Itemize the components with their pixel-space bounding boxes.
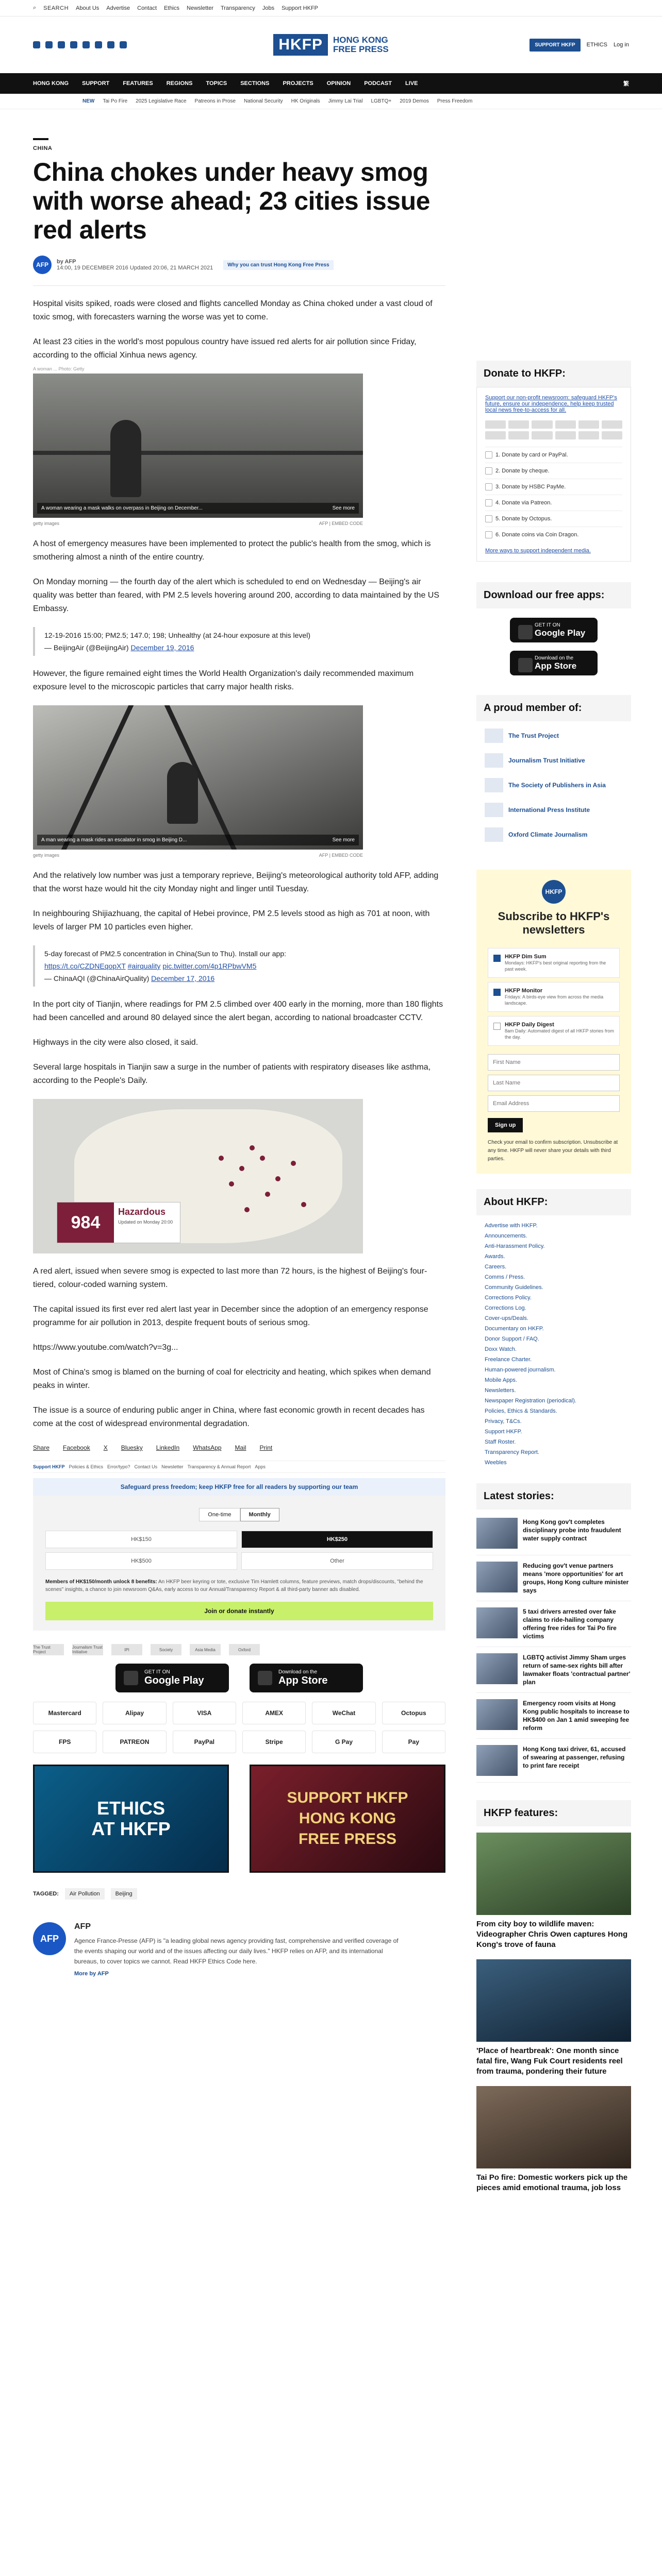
feature-image <box>476 1833 631 1915</box>
partner-logo[interactable]: The Trust Project <box>33 1644 64 1655</box>
about-link[interactable]: Staff Roster. <box>485 1439 516 1445</box>
amount-option-other[interactable]: Other <box>241 1552 433 1570</box>
trending-link[interactable]: Jimmy Lai Trial <box>328 98 363 104</box>
tweet-text: 12-19-2016 15:00; PM2.5; 147.0; 198; Unhealthy (at 24-hour exposure at this level) <box>44 631 310 639</box>
sidebar-heading: Donate to HKFP: <box>476 361 631 387</box>
trending-link[interactable]: Tai Po Fire <box>103 98 128 104</box>
newsletter-heading: Subscribe to HKFP's newsletters <box>498 910 610 936</box>
author-box <box>33 1922 445 1977</box>
payment-logo[interactable]: PayPal <box>173 1731 236 1753</box>
getty-logo: getty images <box>33 521 60 526</box>
facebook-icon[interactable] <box>33 41 40 48</box>
latest-story[interactable]: Hong Kong gov't completes disciplinary probe into fraudulent water supply contract <box>476 1512 631 1555</box>
sidebar-heading: Latest stories: <box>476 1483 631 1510</box>
author-box-name[interactable]: AFP <box>74 1922 91 1931</box>
donate-method[interactable]: 1. Donate by card or PayPal. <box>485 447 622 463</box>
tweet-pic-link[interactable]: pic.twitter.com/4p1RPbwVM5 <box>162 962 257 970</box>
aqi-readout <box>57 1202 180 1243</box>
trending-link[interactable]: 2025 Legislative Race <box>136 98 187 104</box>
tweet-author: — BeijingAir (@BeijingAir) <box>44 643 129 652</box>
kicker-bar <box>33 138 48 140</box>
byline <box>33 256 445 274</box>
about-link[interactable]: Advertise with HKFP. <box>485 1223 538 1229</box>
member-logo[interactable]: Journalism Trust Initiative <box>485 753 623 768</box>
donate-method[interactable]: 3. Donate by HSBC PayMe. <box>485 479 622 495</box>
partner-logo[interactable]: Journalism Trust Initiative <box>72 1645 103 1654</box>
promo-banners <box>33 1765 445 1873</box>
latest-story[interactable]: LGBTQ activist Jimmy Sham urges return of same-sex rights bill after lawmaker floats 'contractual partner' plan <box>476 1647 631 1693</box>
about-link[interactable]: Transparency Report. <box>485 1449 539 1455</box>
embedded-tweet <box>33 945 445 987</box>
payment-logo[interactable]: PATREON <box>103 1731 166 1753</box>
feature-image <box>476 1959 631 2042</box>
legal-link[interactable]: Policies & Ethics <box>69 1464 104 1469</box>
card-logos <box>485 420 622 439</box>
sidebar-heading: About HKFP: <box>476 1189 631 1215</box>
membership-note: Members of HK$150/month unlock 8 benefits: An HKFP beer keyring or tote, exclusive Tim Hamlett columns, feature previews, match drops/discounts, "behind the scenes" insights, a chance to join newsroom Q&As, early access to our Annual/Transparency Report & all third-party banner ads disabled. <box>45 1579 423 1592</box>
paragraph: Hospital visits spiked, roads were closed and flights cancelled Monday as China choked under a vast cloud of toxic smog, with forecasters warning the worse was yet to come. <box>33 299 433 321</box>
tag[interactable]: Beijing <box>111 1888 137 1900</box>
aqi-label: Hazardous <box>118 1207 166 1217</box>
join-donate-button[interactable]: Join or donate instantly <box>45 1602 433 1620</box>
story-thumbnail <box>476 1745 518 1776</box>
share-linkedin[interactable]: LinkedIn <box>156 1444 180 1451</box>
search-icon[interactable]: ⌕ <box>33 5 37 11</box>
paragraph: Several large hospitals in Tianjin saw a surge in the number of patients with respiratory diseases like asthma, according to the People's Daily. <box>33 1063 431 1085</box>
trending-link[interactable]: National Security <box>244 98 283 104</box>
about-link[interactable]: Newsletters. <box>485 1387 516 1394</box>
latest-story[interactable]: Hong Kong taxi driver, 61, accused of swearing at passenger, refusing to print fare receipt <box>476 1739 631 1783</box>
topbar-link[interactable]: Ethics <box>164 5 180 11</box>
rss-icon[interactable] <box>120 41 127 48</box>
nav-item[interactable]: PODCAST <box>364 80 392 87</box>
about-link[interactable]: Mobile Apps. <box>485 1377 517 1383</box>
about-link[interactable]: Anti-Harassment Policy. <box>485 1243 545 1249</box>
signup-button[interactable]: Sign up <box>488 1118 523 1132</box>
language-toggle[interactable]: 繁 <box>623 81 629 87</box>
about-link[interactable]: Awards. <box>485 1253 505 1260</box>
share-facebook[interactable]: Facebook <box>63 1444 90 1451</box>
tags <box>33 1888 445 1900</box>
payment-methods <box>33 1702 445 1753</box>
threads-icon[interactable] <box>70 41 77 48</box>
paragraph: At least 23 cities in the world's most populous country have issued red alerts for air pollution since Friday, according to the official Xinhua news agency. <box>33 337 417 360</box>
trending-link[interactable]: Press Freedom <box>437 98 473 104</box>
partner-logo[interactable]: Asia Media <box>190 1644 221 1655</box>
google-play-badge[interactable]: GET IT ON Google Play <box>115 1664 229 1692</box>
tweet-author: — ChinaAQI (@ChinaAirQuality) <box>44 974 150 982</box>
payment-logo[interactable]: Octopus <box>382 1702 445 1724</box>
paragraph: On Monday morning — the fourth day of the alert which is scheduled to end on Wednesday — Beijing's air quality was better than feared, with PM 2.5 levels hovering around 200, according to data maintained by the US Embassy. <box>33 578 440 613</box>
share-bar <box>33 1444 445 1451</box>
author-name[interactable]: by AFP <box>57 259 76 265</box>
about-link[interactable]: Doxx Watch. <box>485 1346 517 1352</box>
login-link[interactable]: Log in <box>614 42 629 48</box>
nav-item[interactable]: OPINION <box>326 80 351 87</box>
topbar-link[interactable]: Transparency <box>220 5 255 11</box>
photo-caption: A man wearing a mask rides an escalator in smog in Beijing D... See more <box>37 835 359 845</box>
social-icons <box>33 41 219 48</box>
trust-link[interactable]: Why you can trust Hong Kong Free Press <box>223 260 333 270</box>
new-badge: NEW <box>82 98 95 104</box>
email-input[interactable] <box>488 1095 620 1112</box>
last-name-input[interactable] <box>488 1075 620 1091</box>
instagram-icon[interactable] <box>58 41 65 48</box>
trending-link[interactable]: 2019 Demos <box>400 98 429 104</box>
amount-option[interactable]: HK$150 <box>45 1531 237 1548</box>
photo-figure <box>110 420 141 497</box>
payment-logo[interactable]: FPS <box>33 1731 96 1753</box>
x-icon[interactable] <box>45 41 53 48</box>
sidebar-heading: Download our free apps: <box>476 582 631 608</box>
ethics-link[interactable]: ETHICS <box>586 42 608 48</box>
payment-logo[interactable]: WeChat <box>312 1702 375 1724</box>
top-utility-bar <box>0 0 662 16</box>
story-thumbnail <box>476 1562 518 1592</box>
bluesky-icon[interactable] <box>107 41 114 48</box>
about-link[interactable]: Privacy, T&Cs. <box>485 1418 522 1425</box>
photo-caption: A woman wearing a mask walks on overpass in Beijing on December... See more <box>37 503 359 514</box>
feature-image <box>476 2086 631 2168</box>
partner-logo[interactable]: Oxford <box>229 1644 260 1655</box>
member-logo[interactable]: The Society of Publishers in Asia <box>485 778 623 792</box>
nav-item[interactable]: SECTIONS <box>240 80 270 87</box>
topbar-link[interactable]: Newsletter <box>187 5 213 11</box>
topbar-link[interactable]: About Us <box>76 5 100 11</box>
topbar-link[interactable]: Support HKFP <box>282 5 318 11</box>
about-link[interactable]: Announcements. <box>485 1233 527 1239</box>
nav-item[interactable]: SUPPORT <box>82 80 110 87</box>
author-avatar[interactable]: AFP <box>33 256 52 274</box>
story-thumbnail <box>476 1699 518 1730</box>
feature-story[interactable]: 'Place of heartbreak': One month since fatal fire, Wang Fuk Court residents reel from trauma, pondering their future <box>476 1959 631 2077</box>
about-link[interactable]: Corrections Policy. <box>485 1295 532 1301</box>
about-link[interactable]: Documentary on HKFP. <box>485 1326 544 1332</box>
photo-credit: A woman ... Photo: Getty <box>33 366 85 371</box>
share-whatsapp[interactable]: WhatsApp <box>193 1444 222 1451</box>
topbar-link[interactable]: Advertise <box>106 5 130 11</box>
about-link[interactable]: Careers. <box>485 1264 507 1270</box>
sidebar-heading: HKFP features: <box>476 1800 631 1826</box>
paragraph: The capital issued its first ever red alert last year in December since the adoption of an emergency response programme for air pollution in 2013, despite frequent bouts of serious smog. <box>33 1305 428 1327</box>
youtube-icon[interactable] <box>82 41 90 48</box>
about-links <box>476 1215 631 1473</box>
share-bluesky[interactable]: Bluesky <box>121 1444 143 1451</box>
google-play-badge[interactable]: GET IT ON Google Play <box>510 618 598 642</box>
latest-story[interactable]: Reducing gov't venue partners means 'more opportunities' for art groups, Hong Kong culture minister says <box>476 1555 631 1601</box>
tab-monthly[interactable]: Monthly <box>240 1508 279 1521</box>
article <box>33 129 445 1977</box>
article-category[interactable]: CHINA <box>33 145 53 151</box>
about-link[interactable]: Cover-ups/Deals. <box>485 1315 528 1321</box>
article-title: China chokes under heavy smog with worse ahead; 23 cities issue red alerts <box>33 158 430 244</box>
story-thumbnail <box>476 1653 518 1684</box>
aqi-value: 984 <box>57 1202 114 1243</box>
about-link[interactable]: Donor Support / FAQ. <box>485 1336 539 1342</box>
embed-credit[interactable]: AFP | EMBED CODE <box>319 853 363 858</box>
trending-link[interactable]: Patreons in Prose <box>194 98 236 104</box>
about-link[interactable]: Support HKFP. <box>485 1429 522 1435</box>
newsletter-option[interactable]: HKFP Dim Sum Mondays: HKFP's best original reporting from the past week. <box>488 948 620 978</box>
trending-link[interactable]: HK Originals <box>291 98 320 104</box>
payment-logo[interactable]: VISA <box>173 1702 236 1724</box>
partner-logo[interactable]: Society <box>151 1644 181 1655</box>
embedded-photo[interactable] <box>33 366 363 526</box>
feature-story[interactable]: From city boy to wildlife maven: Videographer Chris Owen captures Hong Kong's trove of fauna <box>476 1833 631 1950</box>
donate-panel <box>476 387 631 562</box>
nav-item[interactable]: LIVE <box>405 80 418 87</box>
donate-method[interactable]: 6. Donate coins via Coin Dragon. <box>485 527 622 543</box>
legal-link[interactable]: Newsletter <box>161 1464 184 1469</box>
nav-item[interactable]: TOPICS <box>206 80 227 87</box>
about-link[interactable]: Freelance Charter. <box>485 1357 532 1363</box>
feature-story[interactable]: Tai Po fire: Domestic workers pick up the pieces amid emotional trauma, job loss <box>476 2086 631 2193</box>
author-avatar-large[interactable]: AFP <box>33 1922 66 1955</box>
about-link[interactable]: Community Guidelines. <box>485 1284 543 1291</box>
about-link[interactable]: Policies, Ethics & Standards. <box>485 1408 557 1414</box>
newsletter-logo: HKFP <box>542 880 566 904</box>
app-store-badges <box>33 1664 445 1692</box>
donate-method[interactable]: 5. Donate by Octopus. <box>485 511 622 527</box>
legal-link[interactable]: Error/typo? <box>107 1464 130 1469</box>
legal-link[interactable]: Contact Us <box>134 1464 158 1469</box>
sidebar-heading: A proud member of: <box>476 695 631 721</box>
about-link[interactable]: Human-powered journalism. <box>485 1367 556 1373</box>
tweet-link[interactable]: https://t.co/CZDNEqopXT <box>44 962 126 970</box>
partner-logos <box>33 1644 445 1655</box>
publish-dates: 14:00, 19 DECEMBER 2016 Updated 20:06, 21 MARCH 2021 <box>57 265 213 271</box>
tweet-text: 5-day forecast of PM2.5 concentration in China(Sun to Thu). Install our app: <box>44 950 286 958</box>
sidebar <box>476 361 631 2202</box>
linkedin-icon[interactable] <box>95 41 102 48</box>
nav-item[interactable]: REGIONS <box>166 80 193 87</box>
topbar-link[interactable]: Jobs <box>262 5 275 11</box>
site-logo[interactable] <box>273 34 388 56</box>
latest-story[interactable]: Emergency room visits at Hong Kong public hospitals to increase to HK$400 on Jan 1 amid sweeping fee reform <box>476 1693 631 1739</box>
about-link[interactable]: Corrections Log. <box>485 1305 526 1311</box>
video-link[interactable]: https://www.youtube.com/watch?v=3g... <box>33 1343 178 1352</box>
share-print[interactable]: Print <box>259 1444 273 1451</box>
aqi-updated: Updated on Monday 20:00 <box>118 1219 173 1225</box>
share-mail[interactable]: Mail <box>235 1444 246 1451</box>
air-quality-map[interactable] <box>33 1099 363 1253</box>
member-logo[interactable]: Oxford Climate Journalism <box>485 827 623 842</box>
first-name-input[interactable] <box>488 1054 620 1071</box>
newsletter-signup <box>476 870 631 1174</box>
amount-option[interactable]: HK$500 <box>45 1552 237 1570</box>
tweet-hashtag[interactable]: #airquality <box>127 962 161 970</box>
topbar-link[interactable]: Contact <box>137 5 157 11</box>
tweet-date-link[interactable]: December 17, 2016 <box>151 974 215 982</box>
payment-logo[interactable]: Pay <box>382 1731 445 1753</box>
trending-link[interactable]: LGBTQ+ <box>371 98 392 104</box>
embedded-photo[interactable] <box>33 705 363 858</box>
paragraph: In the port city of Tianjin, where readings for PM 2.5 climbed over 400 early in the morning, more than 180 flights had been cancelled and around 80 delayed since the alert began, according to national broadcaster CCTV. <box>33 1000 443 1022</box>
member-logo[interactable]: The Trust Project <box>485 728 623 743</box>
donate-banner[interactable]: Safeguard press freedom; keep HKFP free for all readers by supporting our team <box>33 1478 445 1496</box>
paragraph: A host of emergency measures have been implemented to protect the public's health from the smog, which is smothering almost a ninth of the entire country. <box>33 539 431 562</box>
tag[interactable]: Air Pollution <box>65 1888 105 1900</box>
paragraph: However, the figure remained eight times the World Health Organization's daily recommended maximum exposure level to the microscopic particles that carry major health risks. <box>33 669 414 691</box>
legal-links <box>33 1461 445 1473</box>
logo-text: HONG KONG FREE PRESS <box>333 35 389 54</box>
main-navigation <box>0 73 662 94</box>
amount-option-selected[interactable]: HK$250 <box>241 1531 433 1548</box>
payment-logo[interactable]: Mastercard <box>33 1702 96 1724</box>
trending-bar <box>0 94 662 109</box>
app-store-badge[interactable]: Download on the App Store <box>250 1664 363 1692</box>
paragraph: The issue is a source of enduring public anger in China, where fast economic growth in recent decades has come at the cost of widespread environmental degradation. <box>33 1406 425 1428</box>
legal-link[interactable]: Transparency & Annual Report <box>187 1464 251 1469</box>
donate-widget <box>33 1496 445 1631</box>
ethics-banner[interactable]: ETHICS AT HKFP <box>33 1765 229 1873</box>
paragraph: In neighbouring Shijiazhuang, the capital of Hebei province, PM 2.5 levels stood as high as 701 at noon, with levels of larger PM 10 particles even higher. <box>33 909 430 931</box>
about-link[interactable]: Newspaper Registration (periodical). <box>485 1398 576 1404</box>
latest-story[interactable]: 5 taxi drivers arrested over fake claims to ride-hailing company offering free rides for Tai Po fire victims <box>476 1601 631 1647</box>
donate-intro-link[interactable]: Support our non-profit newsroom: safeguard HKFP's future, ensure our independence, help keep trusted local news free-to-access for all. <box>485 395 617 413</box>
tab-one-time[interactable]: One-time <box>199 1508 240 1521</box>
newsletter-option[interactable]: HKFP Daily Digest 8am Daily: Automated digest of all HKFP stories from the day. <box>488 1016 620 1046</box>
search-link[interactable]: SEARCH <box>43 5 69 11</box>
story-thumbnail <box>476 1607 518 1638</box>
see-more-link[interactable]: See more <box>332 505 355 511</box>
nav-item[interactable]: HONG KONG <box>33 80 69 87</box>
more-by-author-link[interactable]: More by AFP <box>74 1971 109 1977</box>
share-x[interactable]: X <box>103 1444 108 1451</box>
payment-logo[interactable]: Alipay <box>103 1702 166 1724</box>
more-ways-link[interactable]: More ways to support independent media. <box>485 548 591 554</box>
payment-logo[interactable]: AMEX <box>242 1702 306 1724</box>
partner-logo[interactable]: IPI <box>111 1644 142 1655</box>
photo-figure <box>167 762 198 824</box>
getty-logo: getty images <box>33 853 60 858</box>
paragraph: Highways in the city were also closed, it said. <box>33 1038 198 1047</box>
paragraph: A red alert, issued when severe smog is expected to last more than 72 hours, is the highest of Beijing's four-tiered, colour-coded warning system. <box>33 1267 427 1289</box>
site-header <box>0 16 662 73</box>
legal-link[interactable]: Apps <box>255 1464 266 1469</box>
about-link[interactable]: Weebles <box>485 1460 507 1466</box>
paragraph: And the relatively low number was just a temporary reprieve, Beijing's meteorological authority told AFP, adding that the worst haze would hit the city Monday night and linger until Tuesday. <box>33 871 439 893</box>
support-banner[interactable]: SUPPORT HKFP HONG KONG FREE PRESS <box>250 1765 445 1873</box>
donate-method[interactable]: 2. Donate by cheque. <box>485 463 622 479</box>
support-hkfp-button[interactable]: SUPPORT HKFP <box>529 39 580 52</box>
logo-mark: HKFP <box>273 34 328 56</box>
share-link[interactable]: Share <box>33 1444 50 1451</box>
author-bio: Agence France-Presse (AFP) is "a leading global news agency providing fast, comprehensive and verified coverage of the events shaping our world and of the issues affecting our daily lives." HKFP relies on AFP, and its international bureaus, to cover topics we cannot. Read HKFP Ethics Code here. <box>74 1937 399 1965</box>
paragraph: Most of China's smog is blamed on the burning of coal for electricity and heating, which spikes when demand peaks in winter. <box>33 1368 431 1390</box>
donate-method[interactable]: 4. Donate via Patreon. <box>485 495 622 511</box>
embed-credit[interactable]: AFP | EMBED CODE <box>319 521 363 526</box>
app-store-badge[interactable]: Download on the App Store <box>510 651 598 675</box>
about-link[interactable]: Comms / Press. <box>485 1274 525 1280</box>
story-thumbnail <box>476 1518 518 1549</box>
payment-logo[interactable]: Stripe <box>242 1731 306 1753</box>
newsletter-fineprint: Check your email to confirm subscription. Unsubscribe at any time. HKFP will never share your details with third parties. <box>488 1140 618 1162</box>
legal-lead[interactable]: Support HKFP <box>33 1464 65 1469</box>
tweet-date-link[interactable]: December 19, 2016 <box>130 643 194 652</box>
member-logo[interactable]: International Press Institute <box>485 803 623 817</box>
newsletter-option[interactable]: HKFP Monitor Fridays: A birds-eye view from across the media landscape. <box>488 982 620 1012</box>
see-more-link[interactable]: See more <box>332 837 355 843</box>
embedded-tweet <box>33 627 445 656</box>
payment-logo[interactable]: G Pay <box>312 1731 375 1753</box>
nav-item[interactable]: PROJECTS <box>283 80 313 87</box>
nav-item[interactable]: FEATURES <box>123 80 153 87</box>
tags-label: TAGGED: <box>33 1891 59 1897</box>
